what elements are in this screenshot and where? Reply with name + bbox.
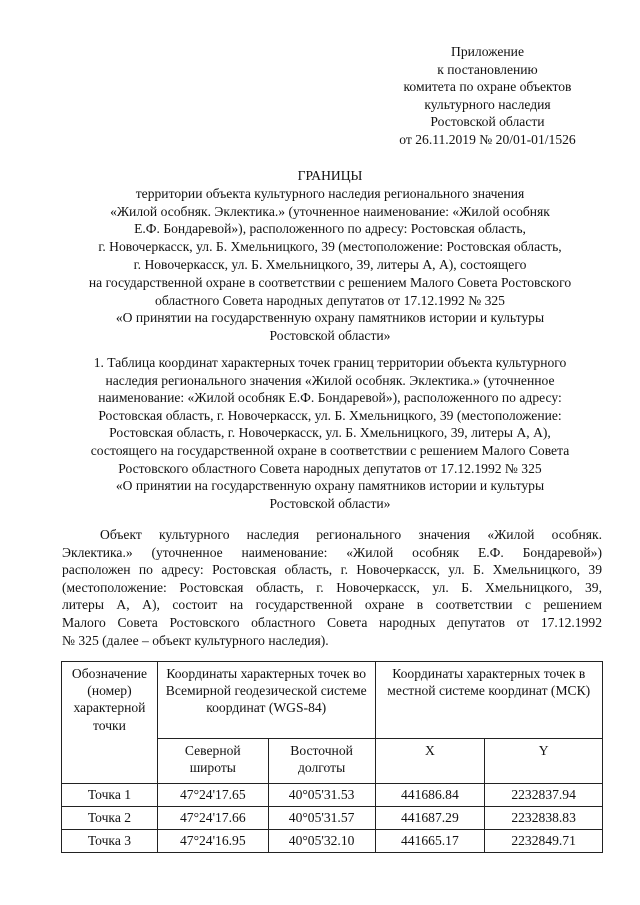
approval-line: Ростовской области — [430, 114, 545, 130]
x-cell: 441687.29 — [375, 807, 485, 830]
table-row — [62, 830, 603, 853]
paragraph-line: Объект культурного наследия регионального значения «Жилой особняк. — [100, 527, 602, 542]
north-cell: 47°24'16.95 — [157, 830, 268, 853]
paragraph-line: Эклектика.» (уточненное наименование: «Жилой особняк Е.Ф. Бондаревой») — [62, 544, 602, 560]
table-row — [62, 784, 603, 807]
section-line: наследия регионального значения «Жилой особняк. Эклектика.» (уточненное — [105, 372, 555, 388]
approval-line: от 26.11.2019 № 20/01-01/1526 — [399, 131, 576, 147]
section-line: 1. Таблица координат характерных точек границ территории объекта культурного — [93, 355, 567, 370]
north-cell: 47°24'17.65 — [157, 784, 268, 807]
paragraph-line: (местоположение: Ростовская область, г. Новочеркасск, ул. Б. Хмельницкого, 39, — [62, 579, 602, 595]
title-heading: ГРАНИЦЫ — [297, 168, 363, 183]
title-line: Ростовской области» — [269, 328, 391, 344]
section-line: Ростовской области» — [269, 495, 391, 511]
header-east: Восточной долготы — [268, 739, 375, 784]
header-y: Y — [485, 739, 603, 784]
east-cell: 40°05'31.53 — [268, 784, 375, 807]
approval-block — [380, 43, 595, 149]
coordinates-table — [61, 661, 603, 853]
point-cell: Точка 3 — [62, 830, 158, 853]
header-wgs: Координаты характерных точек во Всемирной геодезической системе координат (WGS-84) — [157, 662, 375, 739]
y-cell: 2232849.71 — [485, 830, 603, 853]
section-line: «О принятии на государственную охрану памятников истории и культуры — [115, 478, 545, 494]
section-line: состоящего на государственной охране в соответствии с решением Малого Совета — [90, 442, 570, 458]
paragraph-line: № 325 (далее – объект культурного наследия). — [62, 632, 329, 648]
title-line: г. Новочеркасск, ул. Б. Хмельницкого, 39 (местоположение: Ростовская область, — [98, 239, 562, 255]
header-msk: Координаты характерных точек в местной системе координат (МСК) — [375, 662, 603, 739]
east-cell: 40°05'32.10 — [268, 830, 375, 853]
north-cell: 47°24'17.66 — [157, 807, 268, 830]
y-cell: 2232837.94 — [485, 784, 603, 807]
east-cell: 40°05'31.57 — [268, 807, 375, 830]
point-cell: Точка 2 — [62, 807, 158, 830]
x-cell: 441686.84 — [375, 784, 485, 807]
title-line: г. Новочеркасск, ул. Б. Хмельницкого, 39, литеры А, А), состоящего — [133, 256, 527, 272]
point-cell: Точка 1 — [62, 784, 158, 807]
table-row — [62, 807, 603, 830]
header-x: X — [375, 739, 485, 784]
header-north: Северной широты — [157, 739, 268, 784]
y-cell: 2232838.83 — [485, 807, 603, 830]
section-line: Ростовская область, г. Новочеркасск, ул. Б. Хмельницкого, 39, литеры А, А), — [109, 425, 551, 441]
approval-line: к постановлению — [437, 61, 538, 77]
title-line: областного Совета народных депутатов от 17.12.1992 № 325 — [155, 292, 505, 308]
paragraph-line: Малого Совета Ростовского областного Совета народных депутатов от 17.12.1992 — [62, 614, 602, 630]
document-title — [40, 167, 620, 345]
paragraph-line: расположен по адресу: Ростовская область, г. Новочеркасск, ул. Б. Хмельницкого, 39 — [62, 562, 602, 578]
title-line: Е.Ф. Бондаревой»), расположенного по адресу: Ростовская область, — [134, 221, 526, 237]
body-paragraph — [62, 526, 602, 649]
section-line: наименование: «Жилой особняк Е.Ф. Бондаревой»), расположенного по адресу: — [98, 390, 562, 406]
section-line: Ростовская область, г. Новочеркасск, ул. Б. Хмельницкого, 39 (местоположение: — [98, 407, 562, 423]
title-line: на государственной охране в соответствии с решением Малого Совета Ростовского — [88, 274, 572, 290]
title-line: территории объекта культурного наследия регионального значения — [135, 185, 525, 201]
section-heading — [40, 354, 620, 512]
paragraph-line: литеры А, А), состоит на государственной охране в соответствии с решением — [62, 597, 602, 613]
header-designation: Обозначение (номер) характерной точки — [62, 662, 158, 784]
approval-line: комитета по охране объектов — [403, 79, 572, 95]
title-line: «Жилой особняк. Эклектика.» (уточненное наименование: «Жилой особняк — [110, 203, 550, 219]
section-line: Ростовского областного Совета народных депутатов от 17.12.1992 № 325 — [118, 460, 542, 476]
x-cell: 441665.17 — [375, 830, 485, 853]
title-line: «О принятии на государственную охрану памятников истории и культуры — [115, 310, 545, 326]
approval-line: Приложение — [451, 44, 524, 59]
approval-line: культурного наследия — [424, 96, 551, 112]
